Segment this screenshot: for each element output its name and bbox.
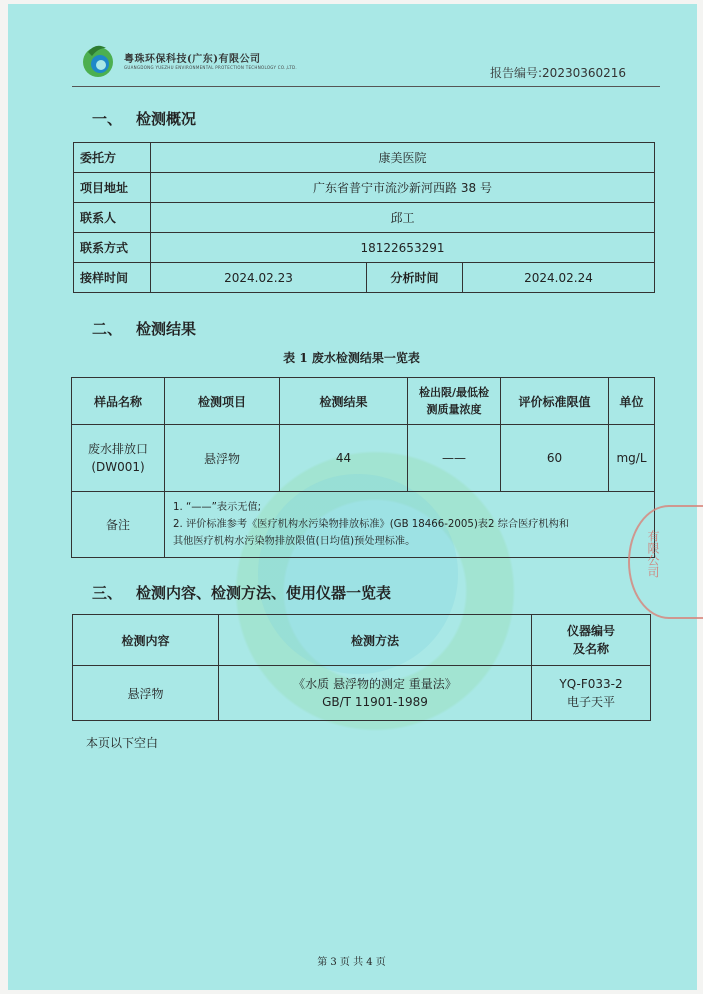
address-label: 项目地址 bbox=[74, 173, 151, 203]
header-detection-limit: 检出限/最低检 测质量浓度 bbox=[408, 378, 501, 425]
header-method: 检测方法 bbox=[219, 615, 532, 666]
limit-cell: —— bbox=[408, 425, 501, 492]
remark-line: 其他医疗机构水污染物排放限值(日均值)预处理标准。 bbox=[173, 536, 416, 547]
address-value: 广东省普宁市流沙新河西路 38 号 bbox=[151, 173, 655, 203]
company-name: 粤珠环保科技(广东)有限公司 bbox=[124, 54, 261, 65]
section-3-heading: 三、 检测内容、检测方法、使用仪器一览表 bbox=[92, 584, 392, 602]
analysis-time-label: 分析时间 bbox=[367, 263, 463, 293]
header-unit: 单位 bbox=[609, 378, 655, 425]
results-table bbox=[71, 377, 655, 558]
company-name-en: GUANGDONG YUEZHU ENVIRONMENTAL PROTECTION TECHNOLOGY CO.,LTD. bbox=[124, 65, 297, 70]
section-1-heading: 一、 检测概况 bbox=[92, 110, 197, 128]
header-content: 检测内容 bbox=[73, 615, 219, 666]
instrument-cell: YQ-F033-2 电子天平 bbox=[532, 666, 651, 721]
table-1-caption: 表 1 废水检测结果一览表 bbox=[283, 351, 420, 365]
header-standard: 评价标准限值 bbox=[501, 378, 609, 425]
table-row bbox=[73, 666, 651, 721]
analysis-time-value: 2024.02.24 bbox=[463, 263, 655, 293]
item-cell: 悬浮物 bbox=[165, 425, 280, 492]
phone-value: 18122653291 bbox=[151, 233, 655, 263]
blank-note: 本页以下空白 bbox=[86, 736, 159, 750]
method-table bbox=[72, 614, 651, 721]
client-label: 委托方 bbox=[74, 143, 151, 173]
method-cell: 《水质 悬浮物的测定 重量法》 GB/T 11901-1989 bbox=[219, 666, 532, 721]
page-footer: 第 3 页 共 4 页 bbox=[317, 957, 386, 968]
standard-cell: 60 bbox=[501, 425, 609, 492]
sample-time-value: 2024.02.23 bbox=[151, 263, 367, 293]
header-sample: 样品名称 bbox=[72, 378, 165, 425]
client-value: 康美医院 bbox=[151, 143, 655, 173]
header-divider bbox=[72, 86, 660, 87]
result-cell: 44 bbox=[280, 425, 408, 492]
contact-value: 邱工 bbox=[151, 203, 655, 233]
remarks-content bbox=[165, 492, 655, 558]
report-number: 报告编号:20230360216 bbox=[490, 66, 627, 80]
phone-label: 联系方式 bbox=[74, 233, 151, 263]
company-logo-icon bbox=[78, 40, 118, 80]
stamp-text: 有限公司 bbox=[646, 530, 660, 578]
remark-line: 1. “——”表示无值; bbox=[173, 502, 262, 513]
remarks-label: 备注 bbox=[72, 492, 165, 558]
header-result: 检测结果 bbox=[280, 378, 408, 425]
header-item: 检测项目 bbox=[165, 378, 280, 425]
content-cell: 悬浮物 bbox=[73, 666, 219, 721]
contact-label: 联系人 bbox=[74, 203, 151, 233]
section-2-heading: 二、 检测结果 bbox=[92, 320, 197, 338]
sample-name-cell: 废水排放口 (DW001) bbox=[72, 425, 165, 492]
unit-cell: mg/L bbox=[609, 425, 655, 492]
remark-line: 2. 评价标准参考《医疗机构水污染物排放标准》(GB 18466-2005)表2 综合医疗机构和 bbox=[173, 519, 570, 530]
sample-time-label: 接样时间 bbox=[74, 263, 151, 293]
header-instrument: 仪器编号 及名称 bbox=[532, 615, 651, 666]
official-stamp bbox=[628, 505, 703, 619]
overview-table bbox=[73, 142, 655, 293]
table-row bbox=[72, 425, 655, 492]
